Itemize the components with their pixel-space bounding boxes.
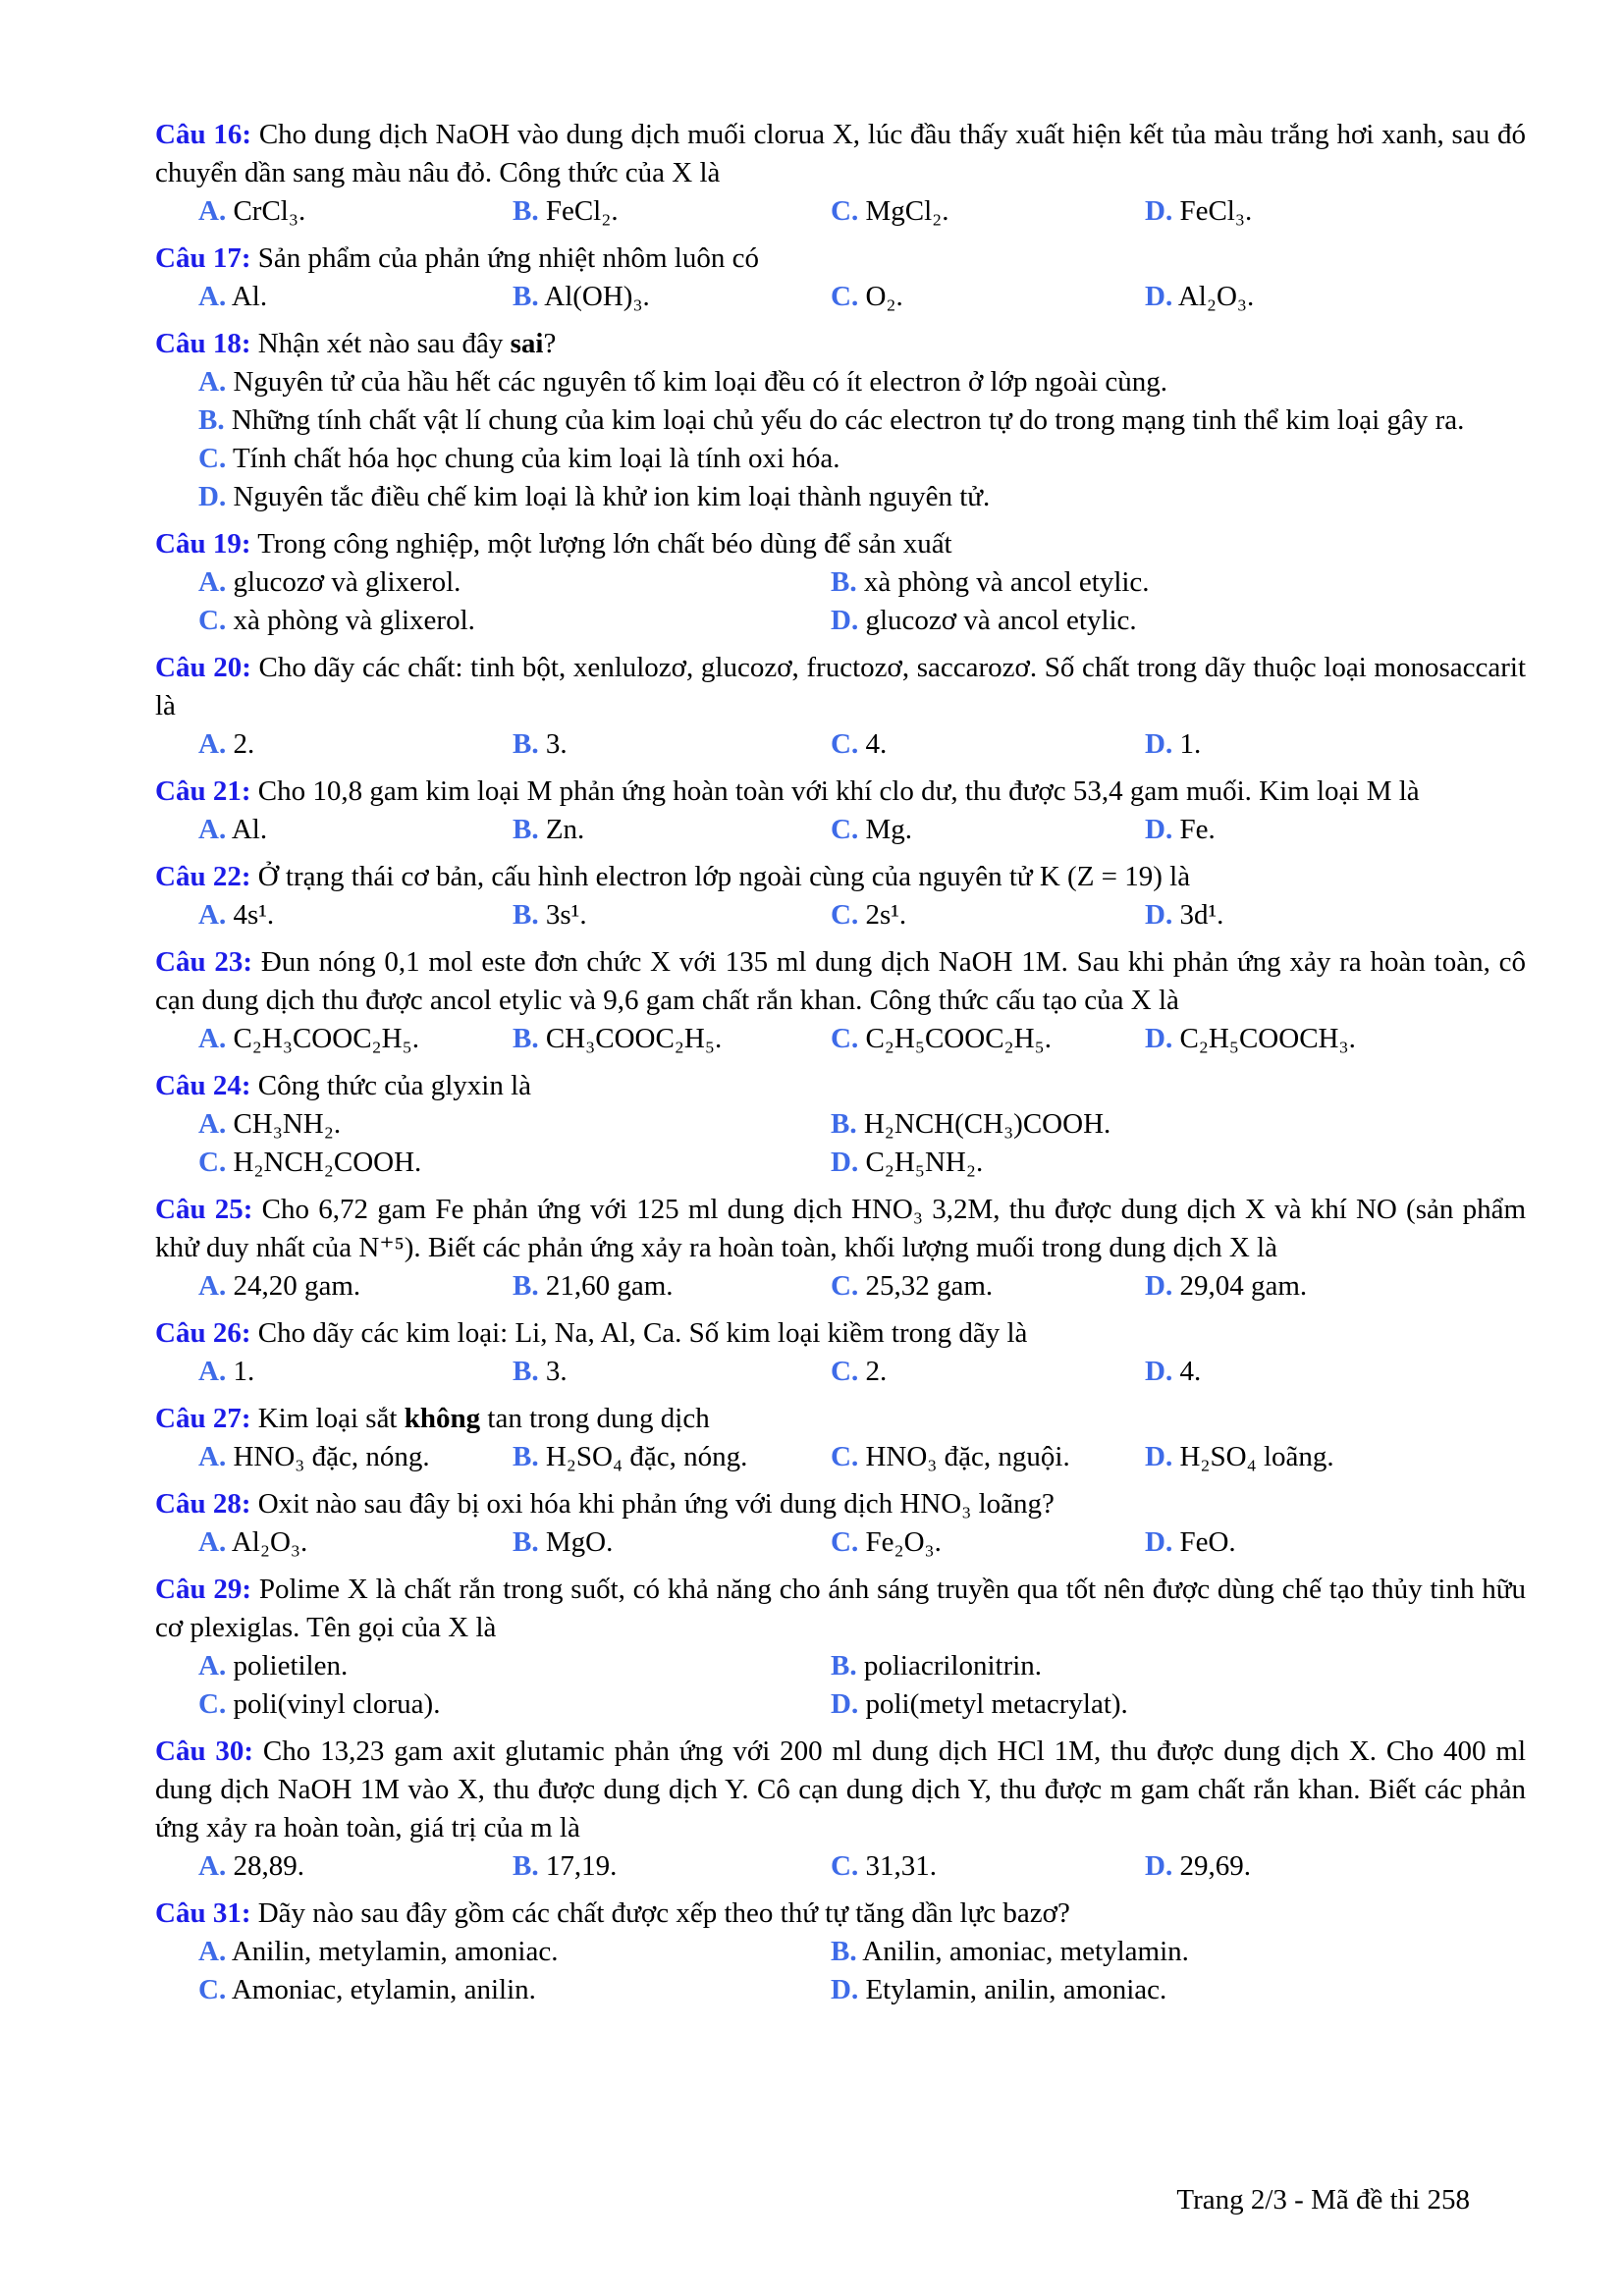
question-text xyxy=(155,1314,1526,1353)
question-17 xyxy=(155,240,1526,316)
options-grid xyxy=(155,1933,1526,2009)
option-a xyxy=(198,1105,831,1144)
options-row xyxy=(155,1353,1526,1391)
option-letter: D. xyxy=(831,1688,859,1720)
question-text xyxy=(155,1191,1526,1267)
options-row xyxy=(155,278,1526,316)
question-text xyxy=(155,1895,1526,1933)
option-text: 3s¹. xyxy=(545,899,587,931)
question-22 xyxy=(155,858,1526,934)
option-letter: A. xyxy=(198,281,227,312)
options-row xyxy=(155,1847,1526,1886)
option-c xyxy=(831,278,1145,316)
option-text: FeO. xyxy=(1179,1526,1236,1558)
question-body: Cho 10,8 gam kim loại M phản ứng hoàn toàn với khí clo dư, thu được 53,4 gam muối. Kim loại M là xyxy=(257,775,1420,807)
option-text: 17,19. xyxy=(545,1850,618,1882)
option-c xyxy=(831,1353,1145,1391)
question-number: Câu 25: xyxy=(155,1194,253,1225)
option-text: H₂NCH₂COOH. xyxy=(233,1147,422,1178)
option-a xyxy=(198,725,513,764)
option-letter: A. xyxy=(198,1936,227,1967)
option-text: 4. xyxy=(865,728,888,760)
option-text: xà phòng và glixerol. xyxy=(233,605,475,636)
option-text: FeCl₃. xyxy=(1179,195,1253,227)
option-d xyxy=(1145,1523,1526,1562)
question-25 xyxy=(155,1191,1526,1306)
option-text: C₂H₅NH₂. xyxy=(865,1147,984,1178)
option-text: Amoniac, etylamin, anilin. xyxy=(231,1974,536,2005)
option-a xyxy=(198,1020,513,1058)
question-body: Cho 13,23 gam axit glutamic phản ứng với 200 ml dung dịch HCl 1M, thu được dung dịch X. Cho 400 ml dung dịch NaOH 1M vào X, thu được dung dịch Y. Cô cạn dung dịch Y, thu được m gam chất rắn khan. Biết các phản ứng xảy ra hoàn toàn, giá trị của m là xyxy=(155,1735,1526,1843)
option-letter: C. xyxy=(831,899,859,931)
option-a xyxy=(198,1933,831,1971)
option-letter: B. xyxy=(513,195,539,227)
option-letter: D. xyxy=(1145,1850,1173,1882)
option-d xyxy=(1145,278,1526,316)
options-row xyxy=(155,192,1526,231)
question-body: Kim loại sắt xyxy=(257,1403,405,1434)
option-d xyxy=(1145,192,1526,231)
option-letter: C. xyxy=(831,195,859,227)
question-31 xyxy=(155,1895,1526,2009)
option-letter: C. xyxy=(198,443,227,474)
option-text: CrCl₃. xyxy=(233,195,306,227)
option-c xyxy=(198,1144,831,1182)
question-number: Câu 22: xyxy=(155,861,251,892)
option-text: Tính chất hóa học chung của kim loại là tính oxi hóa. xyxy=(232,443,840,474)
option-text: glucozơ và glixerol. xyxy=(233,566,461,598)
option-letter: C. xyxy=(831,281,859,312)
option-letter: C. xyxy=(831,1441,859,1472)
question-body: Sản phẩm của phản ứng nhiệt nhôm luôn có xyxy=(257,242,759,274)
option-a xyxy=(198,1267,513,1306)
question-number: Câu 30: xyxy=(155,1735,254,1767)
option-d xyxy=(1145,1847,1526,1886)
question-16 xyxy=(155,116,1526,231)
question-30 xyxy=(155,1733,1526,1886)
question-27 xyxy=(155,1400,1526,1476)
option-letter: B. xyxy=(831,566,857,598)
option-letter: A. xyxy=(198,814,227,845)
question-number: Câu 17: xyxy=(155,242,251,274)
option-letter: A. xyxy=(198,1650,227,1682)
question-29 xyxy=(155,1571,1526,1724)
option-letter: D. xyxy=(198,481,227,512)
option-letter: C. xyxy=(198,1688,227,1720)
option-letter: C. xyxy=(831,1356,859,1387)
option-letter: C. xyxy=(198,1974,227,2005)
question-body: Oxit nào sau đây bị oxi hóa khi phản ứng với dung dịch HNO₃ loãng? xyxy=(257,1488,1055,1520)
option-text: CH₃NH₂. xyxy=(233,1108,342,1140)
option-text: xà phòng và ancol etylic. xyxy=(863,566,1150,598)
option-text: MgO. xyxy=(545,1526,614,1558)
option-d xyxy=(1145,1267,1526,1306)
option-letter: C. xyxy=(831,1526,859,1558)
options-row xyxy=(155,1020,1526,1058)
option-b xyxy=(513,896,831,934)
option-b xyxy=(513,192,831,231)
question-number: Câu 19: xyxy=(155,528,251,560)
option-text: 3. xyxy=(545,1356,568,1387)
question-text xyxy=(155,1400,1526,1438)
option-letter: B. xyxy=(831,1936,857,1967)
option-letter: D. xyxy=(1145,1526,1173,1558)
option-letter: C. xyxy=(198,1147,227,1178)
option-letter: B. xyxy=(513,728,539,760)
question-body: Trong công nghiệp, một lượng lớn chất béo dùng để sản xuất xyxy=(257,528,952,560)
options-row xyxy=(155,1438,1526,1476)
option-a xyxy=(198,278,513,316)
question-body: Polime X là chất rắn trong suốt, có khả năng cho ánh sáng truyền qua tốt nên được dùng chế tạo thủy tinh hữu cơ plexiglas. Tên gọi của X là xyxy=(155,1574,1527,1643)
option-a xyxy=(198,192,513,231)
option-c xyxy=(831,1267,1145,1306)
option-letter: A. xyxy=(198,1270,227,1302)
option-text: 24,20 gam. xyxy=(233,1270,361,1302)
question-19 xyxy=(155,525,1526,640)
option-letter: A. xyxy=(198,195,227,227)
question-body: Công thức của glyxin là xyxy=(257,1070,532,1101)
option-c xyxy=(198,1971,831,2009)
option-letter: C. xyxy=(831,1270,859,1302)
option-a xyxy=(198,563,831,602)
option-c xyxy=(831,1020,1145,1058)
question-text xyxy=(155,943,1526,1020)
question-text xyxy=(155,525,1526,563)
question-body: Nhận xét nào sau đây xyxy=(257,328,511,359)
options-row xyxy=(155,896,1526,934)
option-text: 3. xyxy=(545,728,568,760)
option-letter: D. xyxy=(831,1147,859,1178)
option-text: Al(OH)₃. xyxy=(544,281,650,312)
question-body: Cho 6,72 gam Fe phản ứng với 125 ml dung dịch HNO₃ 3,2M, thu được dung dịch X và khí NO (sản phẩm khử duy nhất của N⁺⁵). Biết các phản ứng xảy ra hoàn toàn, khối lượng muối trong dung dịch X là xyxy=(155,1194,1527,1263)
option-text: C₂H₃COOC₂H₅. xyxy=(233,1023,419,1054)
page-footer-text: Trang 2/3 - Mã đề thi 258 xyxy=(1176,2184,1470,2216)
option-letter: B. xyxy=(513,1356,539,1387)
question-26 xyxy=(155,1314,1526,1391)
option-c xyxy=(831,1523,1145,1562)
question-text xyxy=(155,240,1526,278)
question-body: Cho dãy các kim loại: Li, Na, Al, Ca. Số kim loại kiềm trong dãy là xyxy=(257,1317,1028,1349)
option-letter: D. xyxy=(1145,1023,1173,1054)
options-row xyxy=(155,811,1526,849)
option-text: Nguyên tắc điều chế kim loại là khử ion kim loại thành nguyên tử. xyxy=(233,481,991,512)
question-text xyxy=(155,773,1526,811)
option-text: Al. xyxy=(231,281,268,312)
option-letter: A. xyxy=(198,566,227,598)
option-letter: D. xyxy=(1145,1270,1173,1302)
options-grid xyxy=(155,563,1526,640)
option-text: 25,32 gam. xyxy=(865,1270,994,1302)
page-footer xyxy=(155,2181,1526,2219)
option-c xyxy=(155,440,1526,478)
option-letter: D. xyxy=(831,1974,859,2005)
option-text: C₂H₅COOC₂H₅. xyxy=(865,1023,1052,1054)
option-letter: C. xyxy=(198,605,227,636)
option-letter: D. xyxy=(1145,814,1173,845)
option-a xyxy=(198,896,513,934)
option-d xyxy=(1145,1438,1526,1476)
option-letter: D. xyxy=(831,605,859,636)
option-b xyxy=(513,1438,831,1476)
question-number: Câu 21: xyxy=(155,775,251,807)
option-d xyxy=(831,1685,1526,1724)
option-b xyxy=(513,1267,831,1306)
question-number: Câu 26: xyxy=(155,1317,251,1349)
option-b xyxy=(831,1105,1526,1144)
option-letter: D. xyxy=(1145,195,1173,227)
option-c xyxy=(198,1685,831,1724)
question-28 xyxy=(155,1485,1526,1562)
option-text: H₂SO₄ loãng. xyxy=(1179,1441,1334,1472)
question-18 xyxy=(155,325,1526,516)
option-d xyxy=(831,602,1526,640)
option-text: Al. xyxy=(231,814,268,845)
option-c xyxy=(831,1847,1145,1886)
option-letter: C. xyxy=(831,1850,859,1882)
option-text: poli(metyl metacrylat). xyxy=(865,1688,1128,1720)
options-row xyxy=(155,1267,1526,1306)
option-text: 4. xyxy=(1179,1356,1202,1387)
option-d xyxy=(1145,811,1526,849)
option-text: CH₃COOC₂H₅. xyxy=(545,1023,723,1054)
question-body-post: ? xyxy=(543,328,557,359)
option-letter: A. xyxy=(198,899,227,931)
question-text xyxy=(155,1485,1526,1523)
question-text xyxy=(155,1733,1526,1847)
option-text: 21,60 gam. xyxy=(545,1270,674,1302)
option-letter: A. xyxy=(198,366,227,398)
option-c xyxy=(831,811,1145,849)
option-letter: B. xyxy=(513,899,539,931)
options-row xyxy=(155,725,1526,764)
option-text: poliacrilonitrin. xyxy=(863,1650,1043,1682)
option-letter: A. xyxy=(198,1526,227,1558)
option-text: 2s¹. xyxy=(865,899,907,931)
option-a xyxy=(198,1647,831,1685)
option-text: Nguyên tử của hầu hết các nguyên tố kim loại đều có ít electron ở lớp ngoài cùng. xyxy=(233,366,1168,398)
option-text: Những tính chất vật lí chung của kim loại chủ yếu do các electron tự do trong mạng tinh thể kim loại gây ra. xyxy=(231,404,1465,436)
option-a xyxy=(198,1353,513,1391)
option-b xyxy=(155,401,1526,440)
option-b xyxy=(831,1647,1526,1685)
option-text: polietilen. xyxy=(233,1650,349,1682)
option-text: FeCl₂. xyxy=(545,195,619,227)
question-body: Cho dung dịch NaOH vào dung dịch muối clorua X, lúc đầu thấy xuất hiện kết tủa màu trắng hơi xanh, sau đó chuyển dần sang màu nâu đỏ. Công thức của X là xyxy=(155,119,1526,188)
option-d xyxy=(155,478,1526,516)
option-c xyxy=(831,896,1145,934)
option-letter: C. xyxy=(831,814,859,845)
option-text: O₂. xyxy=(865,281,903,312)
question-24 xyxy=(155,1067,1526,1182)
option-text: glucozơ và ancol etylic. xyxy=(865,605,1137,636)
question-23 xyxy=(155,943,1526,1058)
option-b xyxy=(831,563,1526,602)
option-d xyxy=(1145,725,1526,764)
question-number: Câu 24: xyxy=(155,1070,251,1101)
option-letter: A. xyxy=(198,1023,227,1054)
question-text xyxy=(155,116,1526,192)
option-a xyxy=(198,1523,513,1562)
option-text: 1. xyxy=(233,1356,255,1387)
option-text: 2. xyxy=(865,1356,888,1387)
options-row xyxy=(155,1523,1526,1562)
option-text: Zn. xyxy=(545,814,585,845)
option-c xyxy=(198,602,831,640)
question-text xyxy=(155,1067,1526,1105)
option-text: C₂H₅COOCH₃. xyxy=(1179,1023,1356,1054)
option-letter: D. xyxy=(1145,1356,1173,1387)
option-text: Etylamin, anilin, amoniac. xyxy=(865,1974,1167,2005)
option-letter: B. xyxy=(198,404,225,436)
option-letter: D. xyxy=(1145,899,1173,931)
options-list xyxy=(155,363,1526,516)
option-letter: A. xyxy=(198,728,227,760)
question-number: Câu 28: xyxy=(155,1488,251,1520)
option-text: H₂SO₄ đặc, nóng. xyxy=(545,1441,748,1472)
option-d xyxy=(831,1971,1526,2009)
question-20 xyxy=(155,649,1526,764)
question-number: Câu 27: xyxy=(155,1403,251,1434)
option-letter: D. xyxy=(1145,1441,1173,1472)
option-d xyxy=(1145,1020,1526,1058)
question-text xyxy=(155,858,1526,896)
option-text: Al₂O₃. xyxy=(1177,281,1255,312)
question-bold-word: sai xyxy=(510,328,544,359)
option-text: 2. xyxy=(233,728,255,760)
option-c xyxy=(831,192,1145,231)
options-grid xyxy=(155,1647,1526,1724)
option-text: Al₂O₃. xyxy=(231,1526,308,1558)
option-d xyxy=(831,1144,1526,1182)
option-b xyxy=(513,1847,831,1886)
option-text: HNO₃ đặc, nguội. xyxy=(865,1441,1070,1472)
question-body-post: tan trong dung dịch xyxy=(480,1403,710,1434)
option-letter: B. xyxy=(831,1650,857,1682)
option-letter: C. xyxy=(831,728,859,760)
option-letter: B. xyxy=(513,1526,539,1558)
option-letter: A. xyxy=(198,1356,227,1387)
question-number: Câu 20: xyxy=(155,652,251,683)
option-letter: B. xyxy=(831,1108,857,1140)
option-letter: B. xyxy=(513,1023,539,1054)
question-bold-word: không xyxy=(404,1403,481,1434)
option-a xyxy=(155,363,1526,401)
option-text: 3d¹. xyxy=(1179,899,1224,931)
exam-document xyxy=(155,116,1526,2018)
option-text: 4s¹. xyxy=(233,899,275,931)
option-c xyxy=(831,1438,1145,1476)
option-b xyxy=(513,1020,831,1058)
option-letter: B. xyxy=(513,281,539,312)
option-c xyxy=(831,725,1145,764)
option-b xyxy=(513,1353,831,1391)
question-body: Cho dãy các chất: tinh bột, xenlulozơ, glucozơ, fructozơ, saccarozơ. Số chất trong dãy thuộc loại monosaccarit là xyxy=(155,652,1526,721)
question-body: Đun nóng 0,1 mol este đơn chức X với 135 ml dung dịch NaOH 1M. Sau khi phản ứng xảy ra hoàn toàn, cô cạn dung dịch thu được ancol etylic và 9,6 gam chất rắn khan. Công thức cấu tạo của X là xyxy=(155,946,1527,1016)
option-letter: A. xyxy=(198,1441,227,1472)
option-b xyxy=(513,1523,831,1562)
option-text: HNO₃ đặc, nóng. xyxy=(233,1441,430,1472)
option-text: Mg. xyxy=(865,814,912,845)
option-d xyxy=(1145,1353,1526,1391)
option-text: H₂NCH(CH₃)COOH. xyxy=(863,1108,1111,1140)
option-letter: A. xyxy=(198,1850,227,1882)
option-b xyxy=(513,725,831,764)
question-text xyxy=(155,325,1526,363)
option-text: Fe. xyxy=(1179,814,1216,845)
options-grid xyxy=(155,1105,1526,1182)
option-letter: A. xyxy=(198,1108,227,1140)
option-text: Anilin, amoniac, metylamin. xyxy=(862,1936,1189,1967)
question-text xyxy=(155,649,1526,725)
option-letter: D. xyxy=(1145,281,1173,312)
option-letter: B. xyxy=(513,1441,539,1472)
option-letter: C. xyxy=(831,1023,859,1054)
option-letter: D. xyxy=(1145,728,1173,760)
option-b xyxy=(831,1933,1526,1971)
option-letter: B. xyxy=(513,814,539,845)
question-body: Dãy nào sau đây gồm các chất được xếp theo thứ tự tăng dần lực bazơ? xyxy=(257,1897,1070,1929)
option-text: Fe₂O₃. xyxy=(865,1526,942,1558)
question-number: Câu 29: xyxy=(155,1574,252,1605)
question-21 xyxy=(155,773,1526,849)
option-text: 29,69. xyxy=(1179,1850,1251,1882)
option-a xyxy=(198,811,513,849)
question-number: Câu 16: xyxy=(155,119,252,150)
option-letter: B. xyxy=(513,1850,539,1882)
question-number: Câu 23: xyxy=(155,946,253,978)
option-text: poli(vinyl clorua). xyxy=(233,1688,441,1720)
option-b xyxy=(513,811,831,849)
option-letter: B. xyxy=(513,1270,539,1302)
question-number: Câu 31: xyxy=(155,1897,251,1929)
option-a xyxy=(198,1438,513,1476)
option-text: Anilin, metylamin, amoniac. xyxy=(231,1936,559,1967)
option-text: MgCl₂. xyxy=(865,195,949,227)
option-text: 31,31. xyxy=(865,1850,937,1882)
question-body: Ở trạng thái cơ bản, cấu hình electron lớp ngoài cùng của nguyên tử K (Z = 19) là xyxy=(257,861,1191,892)
option-text: 1. xyxy=(1179,728,1202,760)
question-number: Câu 18: xyxy=(155,328,251,359)
option-a xyxy=(198,1847,513,1886)
option-text: 29,04 gam. xyxy=(1179,1270,1308,1302)
option-b xyxy=(513,278,831,316)
option-text: 28,89. xyxy=(233,1850,304,1882)
question-text xyxy=(155,1571,1526,1647)
option-d xyxy=(1145,896,1526,934)
